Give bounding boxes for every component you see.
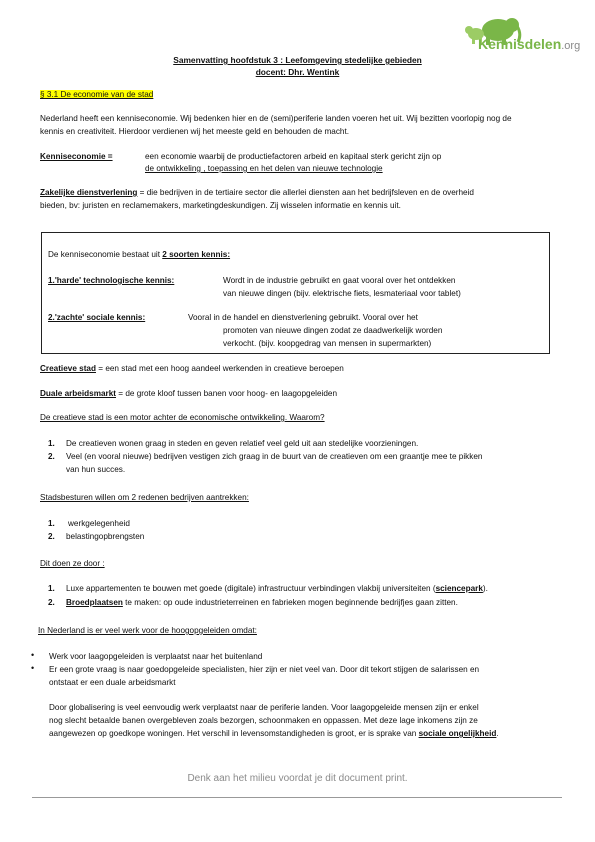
globalisering-line-3: aangewezen op goedkope woningen. Het verschil in levensomstandigheden is groot, er is sprake van sociale ongelijkheid.	[49, 729, 499, 738]
creatieve-stad-def: Creatieve stad = een stad met een hoog aandeel werkenden in creatieve beroepen	[40, 364, 344, 373]
zachte-kennis-def-2: promoten van nieuwe dingen zodat ze daadwerkelijk worden	[223, 326, 443, 335]
footer-note: Denk aan het milieu voordat je dit document print.	[187, 773, 408, 784]
zachte-kennis-def-1: Vooral in de handel en dienstverlening gebruikt. Vooral over het	[188, 313, 418, 322]
stadsbesturen-item-1-number: 1.	[48, 519, 55, 528]
document-title: Samenvatting hoofdstuk 3 : Leefomgeving stedelijke gebieden	[173, 55, 422, 65]
globalisering-line-1: Door globalisering is veel eenvoudig werk verplaatst naar de periferie landen. Voor laagopgeleide mensen zijn er enkel	[49, 703, 479, 712]
harde-kennis-def-2: van nieuwe dingen (bijv. elektrische fiets, lesmateriaal voor tablet)	[223, 289, 461, 298]
doen-item-2-number: 2.	[48, 598, 55, 607]
section-heading: § 3.1 De economie van de stad	[40, 90, 154, 99]
doen-item-2: Broedplaatsen te maken: op oude industrieterreinen en fabrieken mogen beginnende bedrijfjes gaan zitten.	[66, 598, 458, 607]
motor-heading: De creatieve stad is een motor achter de economische ontwikkeling. Waarom?	[40, 413, 325, 422]
stadsbesturen-item-2: belastingopbrengsten	[66, 532, 145, 541]
motor-item-1: De creatieven wonen graag in steden en geven relatief veel geld uit aan stedelijke voorzieningen.	[66, 439, 419, 448]
zakelijke-line-1: Zakelijke dienstverlening = die bedrijven in de tertiaire sector die allerlei diensten aan het bedrijfsleven en de overheid	[40, 188, 474, 197]
bullet-2-dot: •	[31, 663, 35, 673]
zakelijke-line-2: bieden, bv: juristen en reclamemakers, marketingdeskundigen. Zij wisselen informatie en kennis uit.	[40, 201, 401, 210]
stadsbesturen-item-2-number: 2.	[48, 532, 55, 541]
doen-item-1: Luxe appartementen te bouwen met goede (digitale) infrastructuur verbindingen vlakbij universiteiten (sciencepark).	[66, 584, 488, 593]
stadsbesturen-heading: Stadsbesturen willen om 2 redenen bedrijven aantrekken:	[40, 493, 249, 502]
footer-divider	[32, 797, 562, 798]
doen-item-1-number: 1.	[48, 584, 55, 593]
nederland-bullet-1: Werk voor laagopgeleiden is verplaatst naar het buitenland	[49, 652, 263, 661]
document-subtitle: docent: Dhr. Wentink	[255, 67, 340, 77]
motor-item-1-number: 1.	[48, 439, 55, 448]
motor-item-2-line-2: van hun succes.	[66, 465, 126, 474]
intro-line-1: Nederland heeft een kenniseconomie. Wij bedenken hier en de (semi)periferie landen voeren het uit. Wij bezitten voorlopig nog de	[40, 114, 512, 123]
zachte-kennis-def-3: verkocht. (bijv. koopgedrag van mensen in supermarkten)	[223, 339, 432, 348]
motor-item-2-number: 2.	[48, 452, 55, 461]
motor-item-2-line-1: Veel (en vooral nieuwe) bedrijven vestigen zich graag in de buurt van de creatieven om een graantje mee te pikken	[66, 452, 483, 461]
duale-arbeidsmarkt-def: Duale arbeidsmarkt = de grote kloof tussen banen voor hoog- en laagopgeleiden	[40, 389, 338, 398]
doen-heading: Dit doen ze door :	[40, 559, 105, 568]
term-kenniseconomie: Kenniseconomie =	[40, 152, 113, 161]
def-kenniseconomie-1: een economie waarbij de productiefactoren arbeid en kapitaal sterk gericht zijn op	[145, 152, 442, 161]
nederland-heading: In Nederland is er veel werk voor de hoogopgeleiden omdat:	[38, 626, 257, 635]
box-intro: De kenniseconomie bestaat uit 2 soorten kennis:	[48, 250, 231, 259]
nederland-bullet-2-line-1: Er een grote vraag is naar goedopgeleide specialisten, hier zijn er niet veel van. Door dit tekort stijgen de salarissen en	[49, 665, 480, 674]
bullet-1-dot: •	[31, 650, 35, 660]
globalisering-line-2: nog slecht betaalde banen overgebleven zoals bezorgen, schoonmaken en oppassen. Met deze lage inkomens zijn ze	[49, 716, 478, 725]
intro-line-2: kennis en creativiteit. Hierdoor verdienen wij het meeste geld en behouden de macht.	[40, 127, 350, 136]
harde-kennis-label: 1.'harde' technologische kennis:	[48, 276, 175, 285]
zachte-kennis-label: 2.'zachte' sociale kennis:	[48, 313, 146, 322]
def-kenniseconomie-2: de ontwikkeling , toepassing en het delen van nieuwe technologie	[145, 164, 383, 173]
logo-text: Kennisdelen.org	[478, 36, 581, 52]
stadsbesturen-item-1: werkgelegenheid	[68, 519, 130, 528]
harde-kennis-def-1: Wordt in de industrie gebruikt en gaat vooral over het ontdekken	[223, 276, 456, 285]
nederland-bullet-2-line-2: ontstaat er een duale arbeidsmarkt	[49, 678, 176, 687]
